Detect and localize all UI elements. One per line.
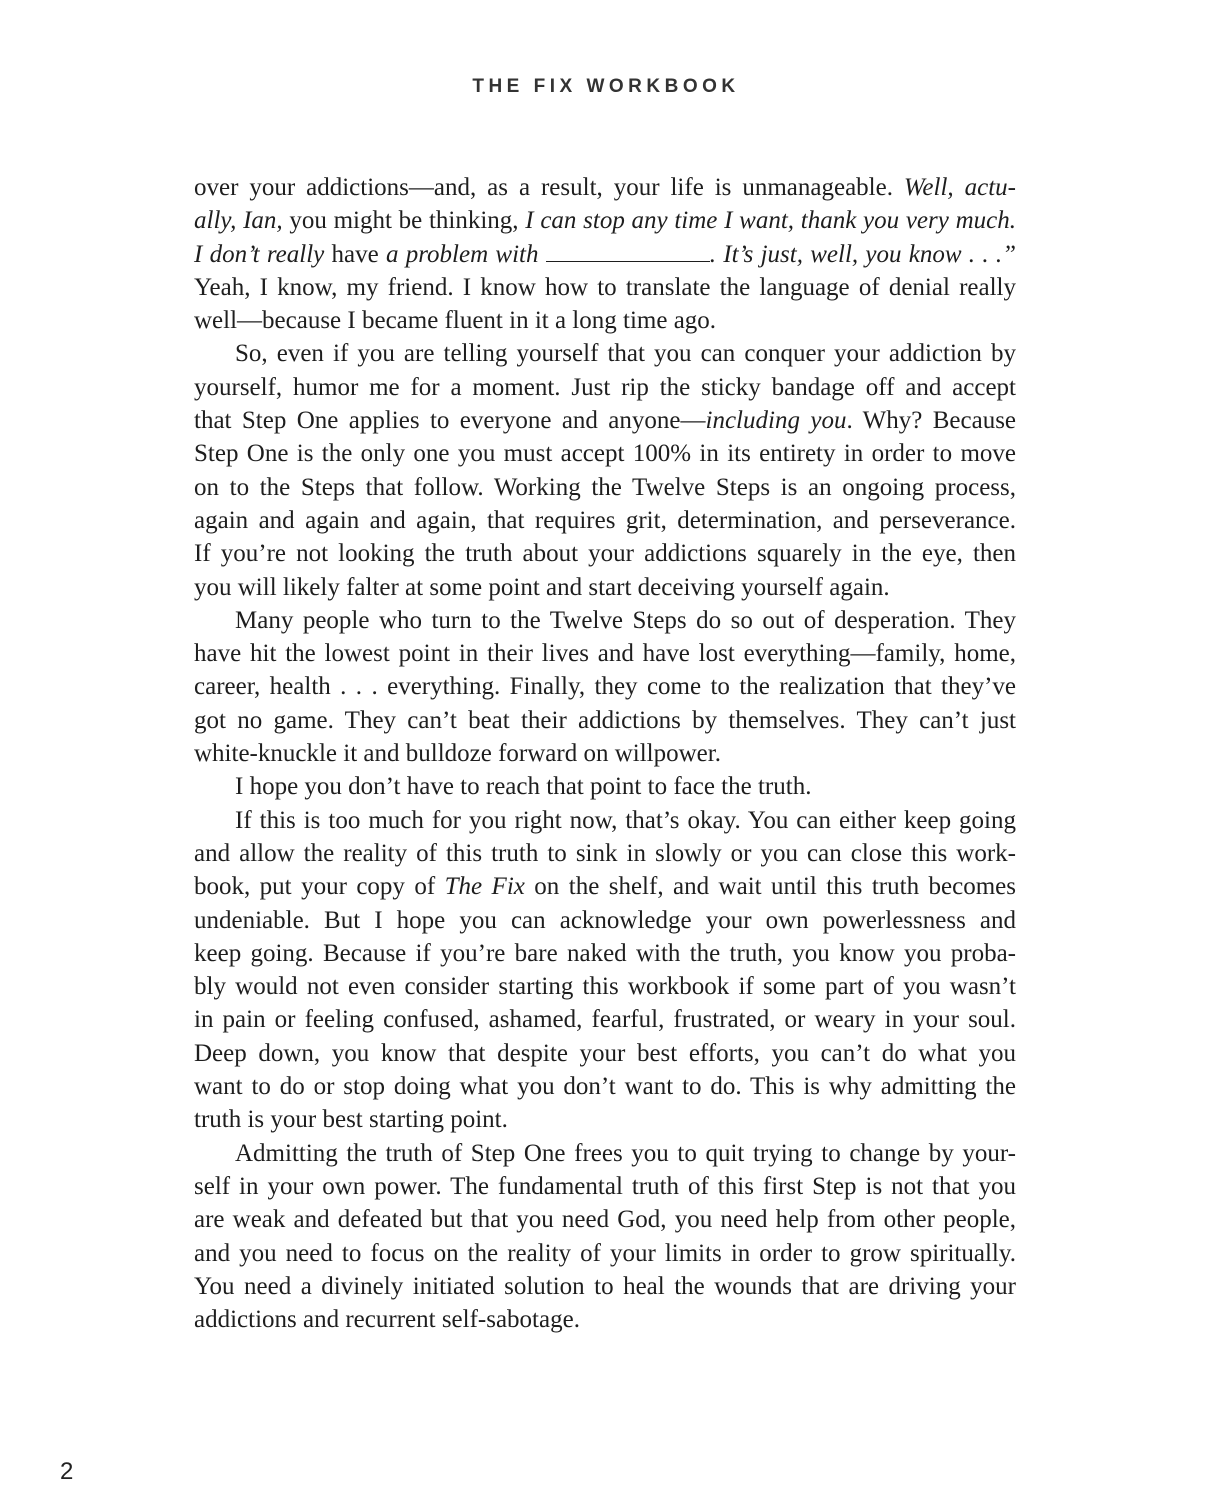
text-line: Yeah, I know, my friend. I know how to translate the language of denial really — [194, 273, 1016, 301]
page-number: 2 — [60, 1458, 74, 1485]
text-line: self in your own power. The fundamental truth of this first Step is not that you — [194, 1172, 1016, 1200]
text-line: If this is too much for you right now, that’s okay. You can either keep going — [235, 806, 1016, 834]
text-line: white-knuckle it and bulldoze forward on willpower. — [194, 740, 721, 768]
text-line: have hit the lowest point in their lives and have lost everything—family, home, — [194, 640, 1016, 668]
paragraph-6 — [194, 1137, 1016, 1337]
text-line: career, health . . . everything. Finally, they come to the realization that they’ve — [194, 673, 1016, 701]
text-line: I hope you don’t have to reach that point to face the truth. — [235, 773, 812, 801]
text-line: You need a divinely initiated solution to heal the wounds that are driving your — [194, 1272, 1016, 1300]
paragraph-1 — [194, 171, 1016, 337]
text-line: So, even if you are telling yourself that you can conquer your addiction by — [235, 340, 1016, 368]
text-line: undeniable. But I hope you can acknowledge your own powerlessness and — [194, 906, 1016, 934]
text-line: in pain or feeling confused, ashamed, fearful, frustrated, or weary in your soul. — [194, 1006, 1016, 1034]
text-line: got no game. They can’t beat their addictions by themselves. They can’t just — [194, 706, 1016, 734]
text-line: on to the Steps that follow. Working the Twelve Steps is an ongoing process, — [194, 473, 1016, 501]
text-line: bly would not even consider starting this workbook if some part of you wasn’t — [194, 973, 1016, 1001]
text-line: I don’t really have a problem with . It’s just, well, you know . . .” — [194, 240, 1016, 268]
text-line: If you’re not looking the truth about your addictions squarely in the eye, then — [194, 540, 1016, 568]
text-line: again and again and again, that requires grit, determination, and perseverance. — [194, 506, 1016, 534]
text-line: and allow the reality of this truth to sink in slowly or you can close this work- — [194, 839, 1016, 867]
paragraph-3 — [194, 604, 1016, 770]
paragraph-2 — [194, 337, 1016, 603]
text-line: and you need to focus on the reality of your limits in order to grow spiritually. — [194, 1239, 1016, 1267]
paragraph-4 — [194, 770, 1016, 803]
text-line: yourself, humor me for a moment. Just rip the sticky bandage off and accept — [194, 373, 1016, 401]
text-line: Many people who turn to the Twelve Steps do so out of desperation. They — [235, 606, 1016, 634]
text-line: over your addictions—and, as a result, your life is unmanageable. Well, actu- — [194, 174, 1016, 201]
text-line: well—because I became fluent in it a long time ago. — [194, 307, 717, 335]
text-line: are weak and defeated but that you need God, you need help from other people, — [194, 1206, 1016, 1234]
body-text — [194, 171, 1016, 1336]
text-line: truth is your best starting point. — [194, 1106, 508, 1134]
running-head-title: THE FIX WORKBOOK — [472, 76, 740, 97]
text-line: that Step One applies to everyone and anyone—including you. Why? Because — [194, 407, 1017, 435]
text-line: Deep down, you know that despite your best efforts, you can’t do what you — [194, 1039, 1016, 1067]
fill-in-blank[interactable] — [546, 241, 710, 262]
text-line: want to do or stop doing what you don’t want to do. This is why admitting the — [194, 1073, 1016, 1101]
text-line: Step One is the only one you must accept 100% in its entirety in order to move — [194, 440, 1016, 468]
text-line: book, put your copy of The Fix on the shelf, and wait until this truth becomes — [194, 873, 1016, 901]
text-line: you will likely falter at some point and start deceiving yourself again. — [194, 573, 890, 601]
text-line: ally, Ian, you might be thinking, I can stop any time I want, thank you very much. — [194, 207, 1016, 235]
text-line: Admitting the truth of Step One frees you to quit trying to change by your- — [235, 1139, 1016, 1167]
text-line: keep going. Because if you’re bare naked with the truth, you know you proba- — [194, 939, 1016, 967]
paragraph-5 — [194, 804, 1016, 1137]
text-line: addictions and recurrent self-sabotage. — [194, 1306, 580, 1334]
